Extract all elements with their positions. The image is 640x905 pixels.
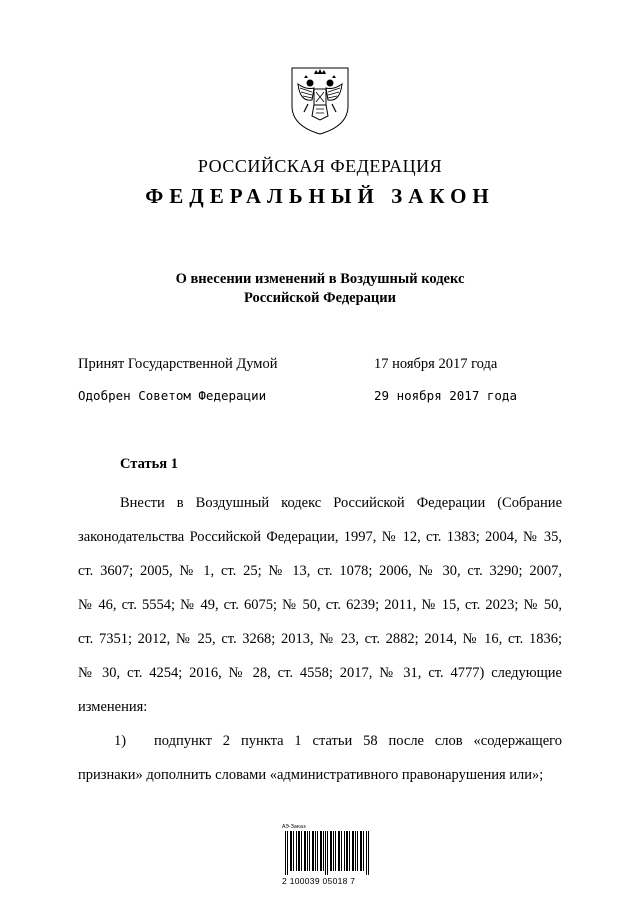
barcode-caption: АЭ-Заказ (282, 824, 306, 830)
coat-of-arms-emblem (286, 62, 354, 136)
country-heading: РОССИЙСКАЯ ФЕДЕРАЦИЯ (197, 156, 443, 176)
article-body (78, 486, 562, 792)
adoption-label: Принят Государственной Думой (78, 356, 278, 372)
list-item-1-line-2: признаки» дополнить словами «административного правонарушения или»; (78, 767, 544, 783)
body-line: № 30, ст. 4254; 2016, № 28, ст. 4558; 2017, № 31, ст. 4777) следующие (78, 665, 562, 681)
approval-label: Одобрен Советом Федерации (78, 388, 267, 403)
document-type-heading: ФЕДЕРАЛЬНЫЙ ЗАКОН (145, 184, 495, 208)
list-item-number: 1) (114, 733, 127, 749)
body-line: изменения: (78, 699, 148, 715)
list-item-text: подпункт 2 пункта 1 статьи 58 после слов «содержащего (154, 733, 562, 749)
body-line: Внести в Воздушный кодекс Российской Федерации (Собрание (120, 495, 562, 511)
law-title-line-1: О внесении изменений в Воздушный кодекс (175, 271, 465, 287)
law-title (0, 270, 640, 308)
barcode-bars (282, 831, 372, 877)
body-line: ст. 7351; 2012, № 25, ст. 3268; 2013, № 23, ст. 2882; 2014, № 16, ст. 1836; (78, 631, 562, 647)
adoption-date: 17 ноября 2017 года (374, 356, 498, 372)
approval-date: 29 ноября 2017 года (374, 388, 517, 403)
barcode-number: 2 100039 05018 7 (282, 876, 356, 886)
law-title-line-2: Российской Федерации (243, 290, 396, 306)
barcode (282, 824, 372, 884)
article-heading: Статья 1 (120, 456, 178, 472)
body-line: № 46, ст. 5554; № 49, ст. 6075; № 50, ст. 6239; 2011, № 15, ст. 2023; № 50, (78, 597, 562, 613)
body-line: законодательства Российской Федерации, 1997, № 12, ст. 1383; 2004, № 35, (78, 529, 562, 545)
body-line: ст. 3607; 2005, № 1, ст. 25; № 13, ст. 1078; 2006, № 30, ст. 3290; 2007, (78, 563, 562, 579)
list-item-1-line-1 (78, 724, 562, 758)
